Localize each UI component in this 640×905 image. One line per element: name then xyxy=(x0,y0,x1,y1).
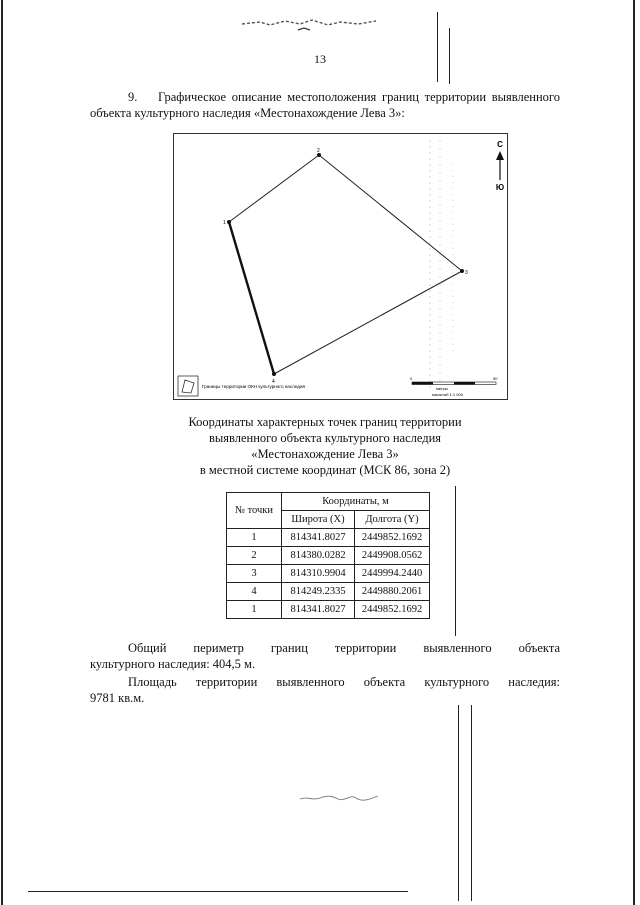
stamp-mark xyxy=(240,14,380,34)
scan-line-right-bottom-2 xyxy=(471,705,472,901)
caption-line-2: выявленного объекта культурного наследия xyxy=(208,431,442,445)
legend-text: Границы территории ОКН культурного наследия xyxy=(202,384,306,389)
svg-text:масштаб 1:1 000: масштаб 1:1 000 xyxy=(432,392,463,397)
svg-text:50: 50 xyxy=(493,376,498,381)
section-heading xyxy=(90,89,560,121)
perimeter-paragraph xyxy=(90,640,560,672)
table-row: 3 814310.9904 2449994.2440 xyxy=(227,565,430,583)
section-heading-text: Графическое описание местоположения границ территории выявленного объекта культурного наследия «Местонахождение Лева 3»: xyxy=(90,90,560,120)
coordinates-table xyxy=(226,492,430,619)
table-row: 1 814341.8027 2449852.1692 xyxy=(227,529,430,547)
page-number: 13 xyxy=(314,52,326,66)
scan-line-right-edge xyxy=(633,0,635,905)
area-paragraph xyxy=(90,674,560,706)
north-label: С xyxy=(497,140,503,149)
point-label-3: 3 xyxy=(465,270,468,276)
point-label-1: 1 xyxy=(223,220,226,226)
scan-line-right-mid xyxy=(455,486,456,636)
area-line-1: Площадь территории выявленного объекта культурного наследия: xyxy=(128,675,560,689)
svg-text:0: 0 xyxy=(410,376,413,381)
scale-bar xyxy=(410,376,498,397)
svg-text:метры: метры xyxy=(436,386,448,391)
coordinates-caption xyxy=(130,414,520,478)
area-line-2: 9781 кв.м. xyxy=(90,691,145,705)
scan-line-right-top xyxy=(437,12,438,82)
caption-line-3: «Местонахождение Лева 3» xyxy=(251,447,399,461)
scan-line-right-bottom xyxy=(458,705,459,901)
boundary-map xyxy=(173,133,508,400)
header-longitude: Долгота (Y) xyxy=(355,511,430,529)
point-marker-1 xyxy=(227,220,231,224)
north-arrow-icon xyxy=(496,140,504,192)
table-row: 2 814380.0282 2449908.0562 xyxy=(227,547,430,565)
point-label-2: 2 xyxy=(317,148,320,154)
scan-line-bottom xyxy=(28,891,408,892)
perimeter-line-2: культурного наследия: 404,5 м. xyxy=(90,657,256,671)
caption-line-4: в местной системе координат (МСК 86, зона 2) xyxy=(199,463,451,477)
header-latitude: Широта (X) xyxy=(282,511,355,529)
south-label: Ю xyxy=(495,183,505,192)
point-label-4: 4 xyxy=(272,379,275,385)
section-number: 9. xyxy=(128,90,138,104)
boundary-polygon xyxy=(229,155,462,374)
point-marker-4 xyxy=(272,372,276,376)
table-row: 4 814249.2335 2449880.2061 xyxy=(227,583,430,601)
point-marker-3 xyxy=(460,269,464,273)
header-coordinates: Координаты, м xyxy=(282,493,430,511)
perimeter-line-1: Общий периметр границ территории выявленного объекта xyxy=(128,641,560,655)
table-row: 1 814341.8027 2449852.1692 xyxy=(227,601,430,619)
caption-line-1: Координаты характерных точек границ территории xyxy=(188,415,462,429)
scan-border-left xyxy=(1,0,3,905)
header-point: № точки xyxy=(227,493,282,529)
signature-mark xyxy=(298,790,380,804)
